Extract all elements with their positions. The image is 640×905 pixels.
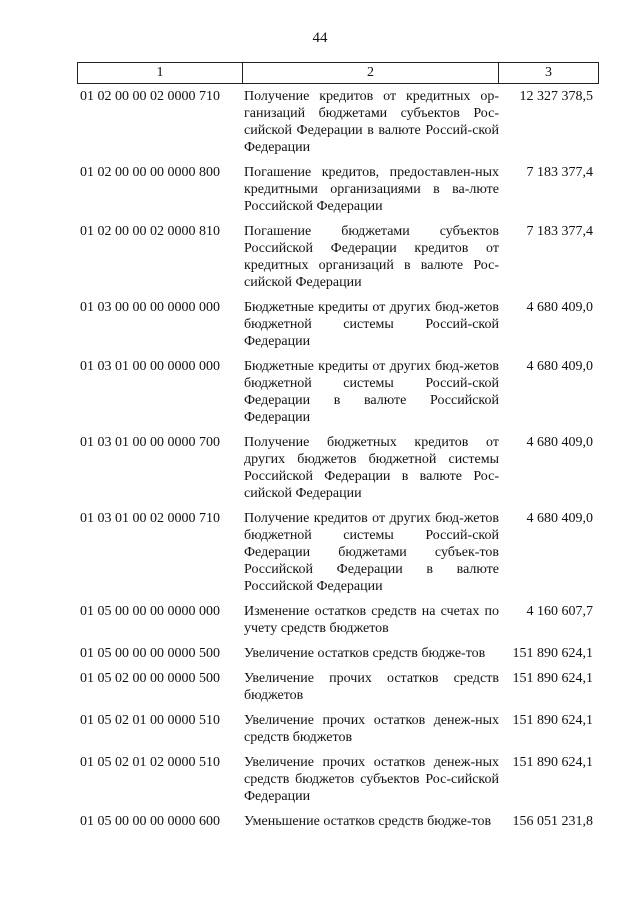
amount: 4 680 409,0 [526,359,593,374]
source-name: Бюджетные кредиты от других бюд-жетов бюджетной системы Россий-ской Федерации [244,300,499,349]
amount: 7 183 377,4 [526,224,593,239]
budget-code: 01 03 00 00 00 0000 000 [80,300,220,315]
table-row [77,813,599,830]
amount: 4 160 607,7 [526,604,593,619]
budget-code: 01 03 01 00 00 0000 000 [80,359,220,374]
budget-code: 01 05 00 00 00 0000 500 [80,646,220,661]
amount: 151 890 624,1 [512,713,593,728]
budget-code: 01 02 00 00 02 0000 710 [80,89,220,104]
table-row [77,510,599,595]
source-name: Увеличение прочих остатков денеж-ных средств бюджетов [244,713,499,745]
budget-code: 01 02 00 00 00 0000 800 [80,165,220,180]
source-name: Получение кредитов от других бюд-жетов бюджетной системы Россий-ской Федерации бюджетами субъек-тов Российской Федерации в валюте Российской Федерации [244,511,499,594]
budget-code: 01 05 00 00 00 0000 600 [80,814,220,829]
source-name: Получение бюджетных кредитов от других бюджетов бюджетной системы Российской Федерации в валюте Рос-сийской Федерации [244,435,499,501]
amount: 151 890 624,1 [512,755,593,770]
source-name: Увеличение прочих остатков денеж-ных средств бюджетов субъектов Рос-сийской Федерации [244,755,499,804]
table-row [77,299,599,350]
header-col-2: 2 [243,63,499,84]
table-row [77,358,599,426]
header-col-1: 1 [78,63,243,84]
source-name: Уменьшение остатков средств бюдже-тов [244,814,492,829]
table-row [77,754,599,805]
budget-code: 01 05 02 01 00 0000 510 [80,713,220,728]
table-body [77,88,599,838]
header-col-3: 3 [499,63,599,84]
table-row [77,670,599,704]
amount: 156 051 231,8 [512,814,593,829]
amount: 4 680 409,0 [526,300,593,315]
source-name: Увеличение остатков средств бюдже-тов [244,646,486,661]
budget-code: 01 03 01 00 02 0000 710 [80,511,220,526]
table-row [77,645,599,662]
source-name: Погашение бюджетами субъектов Российской Федерации кредитов от кредитных организаций в валюте Рос-сийской Федерации [244,224,499,290]
table-row [77,603,599,637]
page-number: 44 [312,30,328,46]
source-name: Изменение остатков средств на счетах по учету средств бюджетов [244,604,499,636]
amount: 4 680 409,0 [526,511,593,526]
amount: 151 890 624,1 [512,646,593,661]
budget-code: 01 03 01 00 00 0000 700 [80,435,220,450]
table-row [77,164,599,215]
budget-code: 01 05 00 00 00 0000 000 [80,604,220,619]
table-row [77,88,599,156]
amount: 12 327 378,5 [519,89,593,104]
table-row [77,712,599,746]
source-name: Получение кредитов от кредитных ор-ганизаций бюджетами субъектов Рос-сийской Федерации в валюте Россий-ской Федерации [244,89,499,155]
table-row [77,223,599,291]
table-row [77,434,599,502]
source-name: Погашение кредитов, предоставлен-ных кредитными организациями в ва-люте Российской Федерации [244,165,499,214]
budget-code: 01 05 02 00 00 0000 500 [80,671,220,686]
source-name: Бюджетные кредиты от других бюд-жетов бюджетной системы Россий-ской Федерации в валюте Российской Федерации [244,359,499,425]
source-name: Увеличение прочих остатков средств бюджетов [244,671,499,703]
amount: 4 680 409,0 [526,435,593,450]
budget-code: 01 02 00 00 02 0000 810 [80,224,220,239]
budget-code: 01 05 02 01 02 0000 510 [80,755,220,770]
amount: 151 890 624,1 [512,671,593,686]
table-header [77,62,599,84]
amount: 7 183 377,4 [526,165,593,180]
